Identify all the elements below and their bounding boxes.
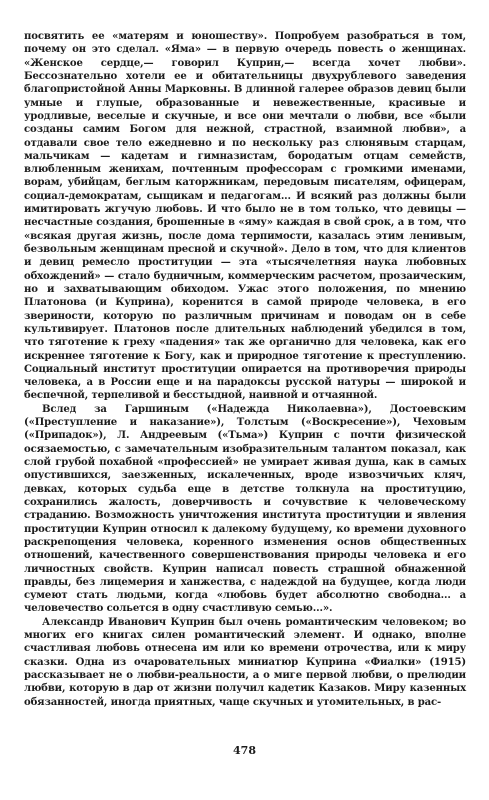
page-number: 478	[233, 744, 256, 757]
paragraph-3: Александр Иванович Куприн был очень романтическим человеком; во многих его книгах силен романтический элемент. И однако, вполне счастливая любовь отнесена им или ко времени отрочества, или к миру сказки. Одна из очаровательных миниатюр Куприна «Фиалки» (1915) рассказывает не о любви-реальности, а о миге первой любви, о прелюдии любви, которую в дар от жизни получил кадетик Казаков. Миру казенных обязанностей, иногда приятных, чаще скучных и утомительных, в рас-	[24, 616, 466, 708]
page-text	[24, 30, 466, 709]
paragraph-2: Вслед за Гаршиным («Надежда Николаевна»), Достоевским («Преступление и наказание»), Толстым («Воскресение»), Чеховым («Припадок»), Л. Андреевым («Тьма») Куприн с почти физической осязаемостью, с замечательным изобразительным талантом показал, как слой грубой похабной «профессией» не умирает живая душа, как в самых опустившихся, заезженных, искалеченных, вроде извозчичьих кляч, девках, которых судьба еще в детстве толкнула на проституцию, сохранились жалость, доверчивость и сочувствие к человеческому страданию. Возможность уничтожения института проституции и явления проституции Куприн относил к далекому будущему, ко времени духовного раскрепощения человека, коренного изменения основ общественных отношений, качественного совершенствования природы человека и его личностных свойств. Куприн написал повесть страшной обнаженной правды, без лицемерия и ханжества, с надеждой на будущее, когда люди сумеют стать людьми, когда «любовь будет абсолютно свободна... а человечество сольется в одну счастливую семью...».	[24, 403, 466, 615]
paragraph-1: посвятить ее «матерям и юношеству». Попробуем разобраться в том, почему он это сделал. «Яма» — в первую очередь повесть о женщинах. «Женское сердце,— говорил Куприн,— всегда хочет любви». Бессознательно хотели ее и обитательницы двухрублевого заведения благопристойной Анны Марковны. В длинной галерее образов девиц были умные и глупые, образованные и невежественные, красивые и уродливые, веселые и скучные, и все они мечтали о любви, все «были созданы самим Богом для нежной, страстной, взаимной любви», а отдавали свое тело ежедневно и по нескольку раз слюнявым старцам, мальчикам — кадетам и гимназистам, бородатым отцам семейств, влюбленным женихам, почтенным профессорам с громкими именами, ворам, убийцам, беглым каторжникам, передовым писателям, офицерам, социал-демократам, сыщикам и педагогам... И всякий раз должны были имитировать жгучую любовь. И что было не в том только, что девицы — несчастные создания, брошенные в «яму» каждая в свой срок, а в том, что «всякая другая жизнь, после дома терпимости, казалась этим ленивым, безвольным женщинам пресной и скучной». Дело в том, что для клиентов и девиц ремесло проституции — эта «тысячелетняя наука любовных обхождений» — стало будничным, коммерческим расчетом, прозаическим, но и захватывающим обиходом. Ужас этого положения, по мнению Платонова (и Куприна), коренится в самой природе человека, в его звериности, которую по различным причинам и поводам он в себе культивирует. Платонов после длительных наблюдений убедился в том, что тяготение к греху «падения» так же органично для человека, как его искреннее тяготение к Богу, как и природное тяготение к преступлению. Социальный институт проституции опирается на противоречия природы человека, а в России еще и на парадоксы русской натуры — широкой и беспечной, терпеливой и бесстыдной, наивной и отчаянной.	[24, 31, 466, 402]
